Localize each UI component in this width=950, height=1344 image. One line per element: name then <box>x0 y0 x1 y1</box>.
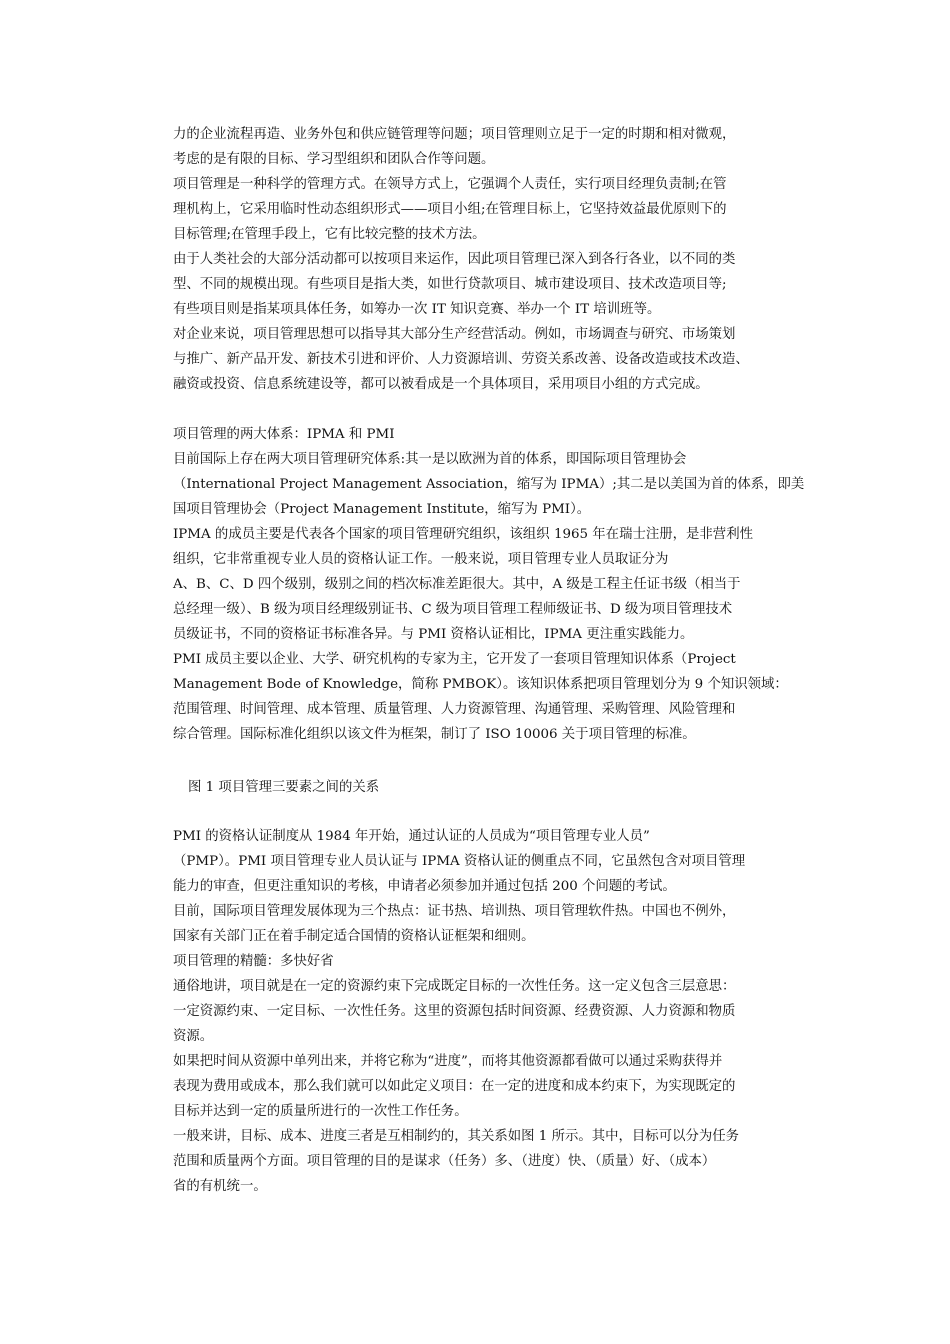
paragraph-line: 目标并达到一定的质量所进行的一次性工作任务。 <box>173 1104 468 1119</box>
paragraph-line: 与推广、新产品开发、新技术引进和评价、人力资源培训、劳资关系改善、设备改造或技术改造、 <box>173 352 749 367</box>
paragraph-line: 型、不同的规模出现。有些项目是指大类，如世行贷款项目、城市建设项目、技术改造项目等; <box>173 277 727 292</box>
paragraph-line: 范围管理、时间管理、成本管理、质量管理、人力资源管理、沟通管理、采购管理、风险管理和 <box>173 702 736 717</box>
paragraph-line: 通俗地讲，项目就是在一定的资源约束下完成既定目标的一次性任务。这一定义包含三层意思： <box>173 979 736 994</box>
paragraph-line: 力的企业流程再造、业务外包和供应链管理等问题；项目管理则立足于一定的时期和相对微观， <box>173 127 736 142</box>
paragraph-line: PMI 的资格认证制度从 1984 年开始，通过认证的人员成为“项目管理专业人员” <box>173 829 650 844</box>
paragraph-line: 范围和质量两个方面。项目管理的目的是谋求（任务）多、（进度）快、（质量）好、（成本） <box>173 1154 716 1169</box>
paragraph-line: （International Project Management Association，缩写为 IPMA）;其二是以美国为首的体系，即美 <box>173 477 805 492</box>
paragraph-line: Management Bode of Knowledge，简称 PMBOK）。该知识体系把项目管理划分为 9 个知识领域： <box>173 677 788 692</box>
paragraph-line: 员级证书，不同的资格证书标准各异。与 PMI 资格认证相比，IPMA 更注重实践能力。 <box>173 627 694 642</box>
paragraph-line: 如果把时间从资源中单列出来，并将它称为“进度”，而将其他资源都看做可以通过采购获得并 <box>173 1054 723 1069</box>
paragraph-line: 由于人类社会的大部分活动都可以按项目来运作，因此项目管理已深入到各行各业，以不同的类 <box>173 252 736 267</box>
paragraph-line: 组织，它非常重视专业人员的资格认证工作。一般来说，项目管理专业人员取证分为 <box>173 552 669 567</box>
paragraph-line: 省的有机统一。 <box>173 1179 267 1194</box>
paragraph-line: 资源。 <box>173 1029 214 1044</box>
paragraph-line: 表现为费用或成本，那么我们就可以如此定义项目：在一定的进度和成本约束下，为实现既定的 <box>173 1079 736 1094</box>
paragraph-line: 考虑的是有限的目标、学习型组织和团队合作等问题。 <box>173 152 495 167</box>
paragraph-line: 综合管理。国际标准化组织以该文件为框架，制订了 ISO 10006 关于项目管理的标准。 <box>173 727 696 742</box>
paragraph-line: 国家有关部门正在着手制定适合国情的资格认证框架和细则。 <box>173 929 535 944</box>
paragraph-line: 目前国际上存在两大项目管理研究体系:其一是以欧洲为首的体系，即国际项目管理协会 <box>173 452 687 467</box>
paragraph-line: 能力的审查，但更注重知识的考核，申请者必须参加并通过包括 200 个问题的考试。 <box>173 879 676 894</box>
paragraph-line: A、B、C、D 四个级别，级别之间的档次标准差距很大。其中，A 级是工程主任证书级（相当于 <box>173 577 741 592</box>
paragraph-line: 理机构上，它采用临时性动态组织形式——项目小组;在管理目标上，它坚持效益最优原则下的 <box>173 202 727 217</box>
paragraph-line: 一般来讲，目标、成本、进度三者是互相制约的，其关系如图 1 所示。其中，目标可以分为任务 <box>173 1129 740 1144</box>
paragraph-line: 总经理一级）、B 级为项目经理级别证书、C 级为项目管理工程师级证书、D 级为项目管理技术 <box>173 602 733 617</box>
paragraph-line: 目前，国际项目管理发展体现为三个热点：证书热、培训热、项目管理软件热。中国也不例外， <box>173 904 736 919</box>
paragraph-line: 国项目管理协会（Project Management Institute，缩写为 PMI）。 <box>173 502 591 517</box>
paragraph-line: 项目管理是一种科学的管理方式。在领导方式上，它强调个人责任，实行项目经理负责制;在管 <box>173 177 727 192</box>
paragraph-line: PMI 成员主要以企业、大学、研究机构的专家为主，它开发了一套项目管理知识体系（Project <box>173 652 736 667</box>
paragraph-line: 有些项目则是指某项具体任务，如筹办一次 IT 知识竞赛、举办一个 IT 培训班等。 <box>173 302 661 317</box>
paragraph-line: 融资或投资、信息系统建设等，都可以被看成是一个具体项目，采用项目小组的方式完成。 <box>173 377 709 392</box>
section-heading: 项目管理的精髓：多快好省 <box>173 954 334 969</box>
paragraph-line: （PMP）。PMI 项目管理专业人员认证与 IPMA 资格认证的侧重点不同，它虽然包含对项目管理 <box>173 854 746 869</box>
paragraph-line: 一定资源约束、一定目标、一次性任务。这里的资源包括时间资源、经费资源、人力资源和物质 <box>173 1004 736 1019</box>
figure-caption: 图 1 项目管理三要素之间的关系 <box>188 780 380 795</box>
paragraph-line: 目标管理;在管理手段上，它有比较完整的技术方法。 <box>173 227 486 242</box>
paragraph-line: 对企业来说，项目管理思想可以指导其大部分生产经营活动。例如，市场调查与研究、市场策划 <box>173 327 736 342</box>
paragraph-line: IPMA 的成员主要是代表各个国家的项目管理研究组织，该组织 1965 年在瑞士注册，是非营利性 <box>173 527 753 542</box>
section-heading: 项目管理的两大体系：IPMA 和 PMI <box>173 427 395 442</box>
